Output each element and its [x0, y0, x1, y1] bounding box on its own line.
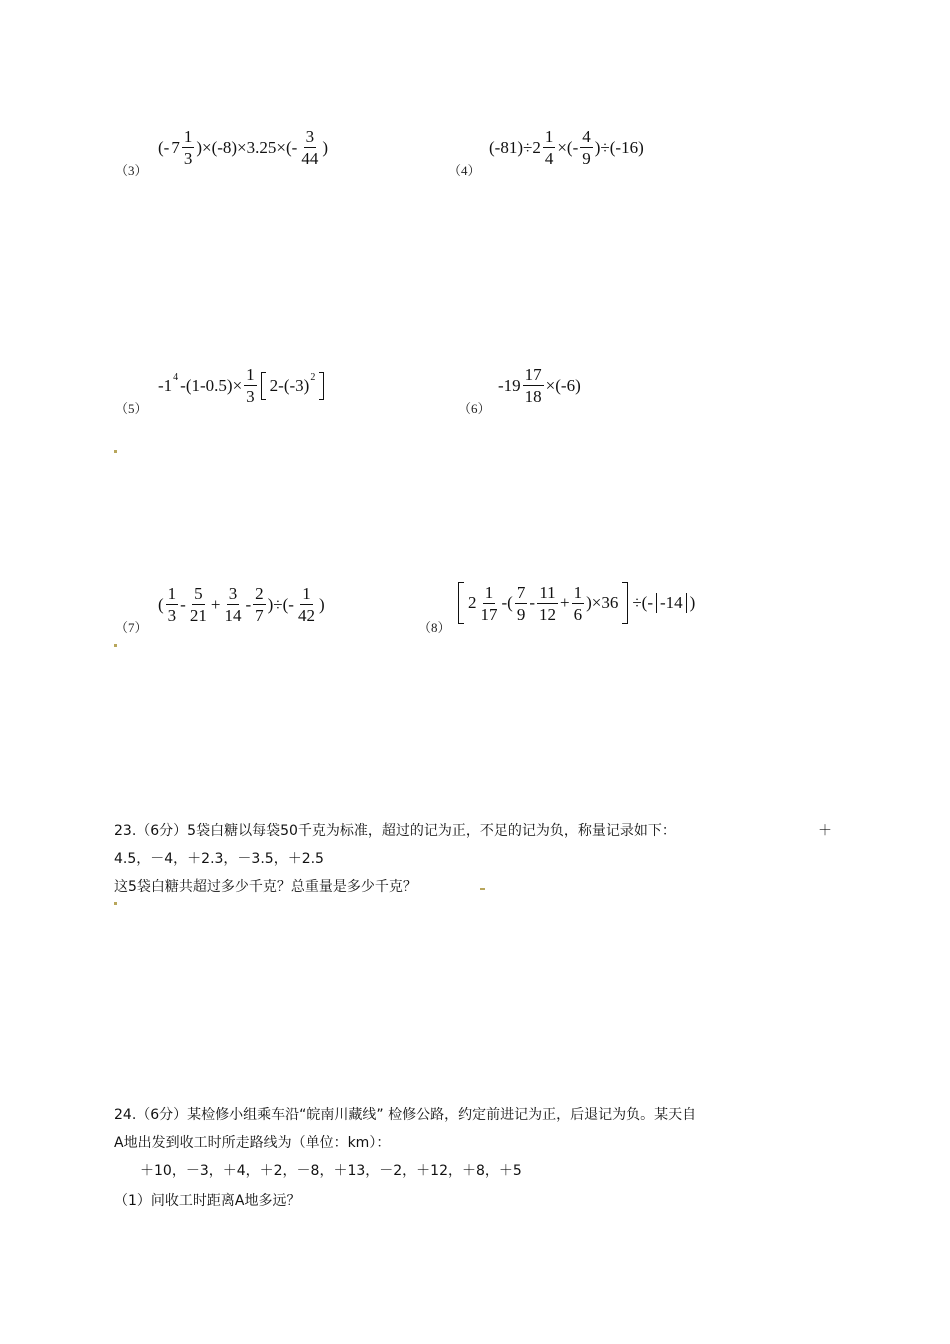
problem-8-number: （8）	[418, 620, 451, 635]
denominator: 3	[246, 387, 255, 406]
expr-text: )	[689, 593, 696, 612]
right-bracket	[319, 372, 324, 400]
expr-text: -14	[660, 593, 683, 612]
numerator: 3	[228, 584, 238, 603]
denominator: 42	[297, 606, 315, 625]
denominator: 6	[573, 604, 583, 624]
expr-text: )÷(-16)	[594, 137, 644, 157]
expr-text: +	[210, 594, 221, 614]
q24-line-3: ＋10，－3，＋4，＋2，－8，＋13，－2，＋12，＋8，＋5	[140, 1163, 522, 1179]
numerator: 1	[246, 365, 255, 384]
denominator: 21	[189, 606, 207, 625]
marker-dot	[114, 644, 117, 647]
numerator: 4	[582, 127, 591, 146]
fraction	[188, 585, 209, 624]
q23-line-1-tail: ＋	[818, 823, 832, 839]
denominator: 9	[516, 604, 526, 624]
fraction	[523, 366, 544, 405]
numerator: 1	[573, 582, 583, 602]
expr-text: -1	[158, 375, 173, 395]
expr-text: -(1-0.5)×	[180, 375, 243, 395]
fraction	[296, 585, 317, 624]
denominator: 3	[167, 606, 177, 625]
expr-text: ×(-	[557, 137, 579, 157]
fraction	[515, 584, 528, 623]
numerator: 1	[484, 582, 494, 602]
problem-6-number: （6）	[458, 401, 491, 416]
expr-text: )×36	[586, 593, 619, 612]
fraction	[253, 585, 266, 624]
problem-7-expression	[157, 585, 326, 624]
numerator: 1	[167, 584, 177, 603]
expr-text: ÷(-	[632, 593, 653, 612]
problem-4-number: （4）	[448, 163, 481, 178]
expr-text: )÷(-	[267, 594, 294, 614]
expr-text: 2-(-3)	[269, 375, 310, 395]
fraction	[244, 366, 257, 405]
expr-text: 7	[171, 137, 180, 157]
problem-3-number: （3）	[115, 163, 148, 178]
denominator: 9	[582, 149, 591, 168]
exponent: 4	[173, 372, 179, 383]
q24-line-1: 24.（6分）某检修小组乘车沿“皖南川藏线” 检修公路，约定前进记为正，后退记为负。某天自	[114, 1107, 697, 1123]
fraction	[182, 128, 195, 167]
exponent: 2	[310, 372, 316, 383]
q24-line-2: A地出发到收工时所走路线为（单位：km）：	[114, 1135, 391, 1151]
marker-dot	[114, 450, 117, 453]
expr-text: +	[560, 593, 570, 612]
numerator: 1	[544, 127, 554, 146]
expr-text: )×(-8)×3.25×(-	[196, 137, 298, 157]
denominator: 4	[544, 149, 554, 168]
problem-5-expression	[157, 366, 327, 405]
problem-3-expression	[157, 128, 329, 167]
left-bracket	[261, 372, 266, 400]
left-bracket	[458, 582, 464, 624]
denominator: 3	[183, 149, 193, 168]
expr-text: -	[245, 594, 252, 614]
denominator: 17	[480, 604, 498, 624]
expr-text: -	[529, 593, 535, 612]
denominator: 14	[224, 606, 242, 625]
problem-6-expression	[497, 366, 582, 405]
fraction	[543, 128, 556, 167]
numerator: 2	[255, 584, 264, 603]
q23-line-2: 4.5，－4，＋2.3，－3.5，＋2.5	[114, 851, 324, 867]
expr-text: )	[322, 137, 328, 157]
expr-text: -(	[501, 593, 513, 612]
numerator: 5	[194, 584, 203, 603]
marker-dot	[114, 902, 117, 905]
fraction	[166, 585, 179, 624]
expr-text: ×(-6)	[545, 375, 581, 395]
expr-text: -	[180, 594, 186, 614]
q23-line-3: 这5袋白糖共超过多少千克？总重量是多少千克？	[114, 879, 417, 895]
expr-text: )	[318, 594, 325, 614]
fraction	[222, 585, 243, 624]
problem-7-number: （7）	[115, 620, 148, 635]
abs-bar-left	[656, 593, 657, 613]
numerator: 1	[183, 127, 193, 146]
fraction	[580, 128, 593, 167]
fraction	[479, 584, 500, 623]
numerator: 7	[516, 582, 526, 602]
marker-dash	[480, 888, 485, 890]
abs-bar-right	[686, 593, 687, 613]
denominator: 7	[255, 606, 264, 625]
problem-4-expression	[488, 128, 645, 167]
expr-text: 2	[468, 593, 477, 612]
denominator: 12	[539, 604, 556, 624]
q23-line-1: 23.（6分）5袋白糖以每袋50千克为标准，超过的记为正，不足的记为负，称量记录如下：	[114, 823, 676, 839]
problem-5-number: （5）	[115, 401, 148, 416]
denominator: 44	[301, 149, 319, 168]
expr-text: (-	[158, 137, 170, 157]
numerator: 1	[302, 584, 311, 603]
expr-text: (	[158, 594, 164, 614]
numerator: 17	[524, 365, 542, 384]
expr-text: -19	[498, 375, 521, 395]
fraction	[537, 584, 558, 623]
numerator: 11	[539, 582, 556, 602]
denominator: 18	[524, 387, 542, 406]
q24-line-4: （1）问收工时距离A地多远？	[114, 1193, 301, 1209]
problem-8-expression	[455, 582, 696, 624]
expr-text: (-81)÷2	[489, 137, 541, 157]
fraction	[572, 584, 585, 623]
fraction	[299, 128, 320, 167]
right-bracket	[622, 582, 628, 624]
numerator: 3	[305, 127, 315, 146]
